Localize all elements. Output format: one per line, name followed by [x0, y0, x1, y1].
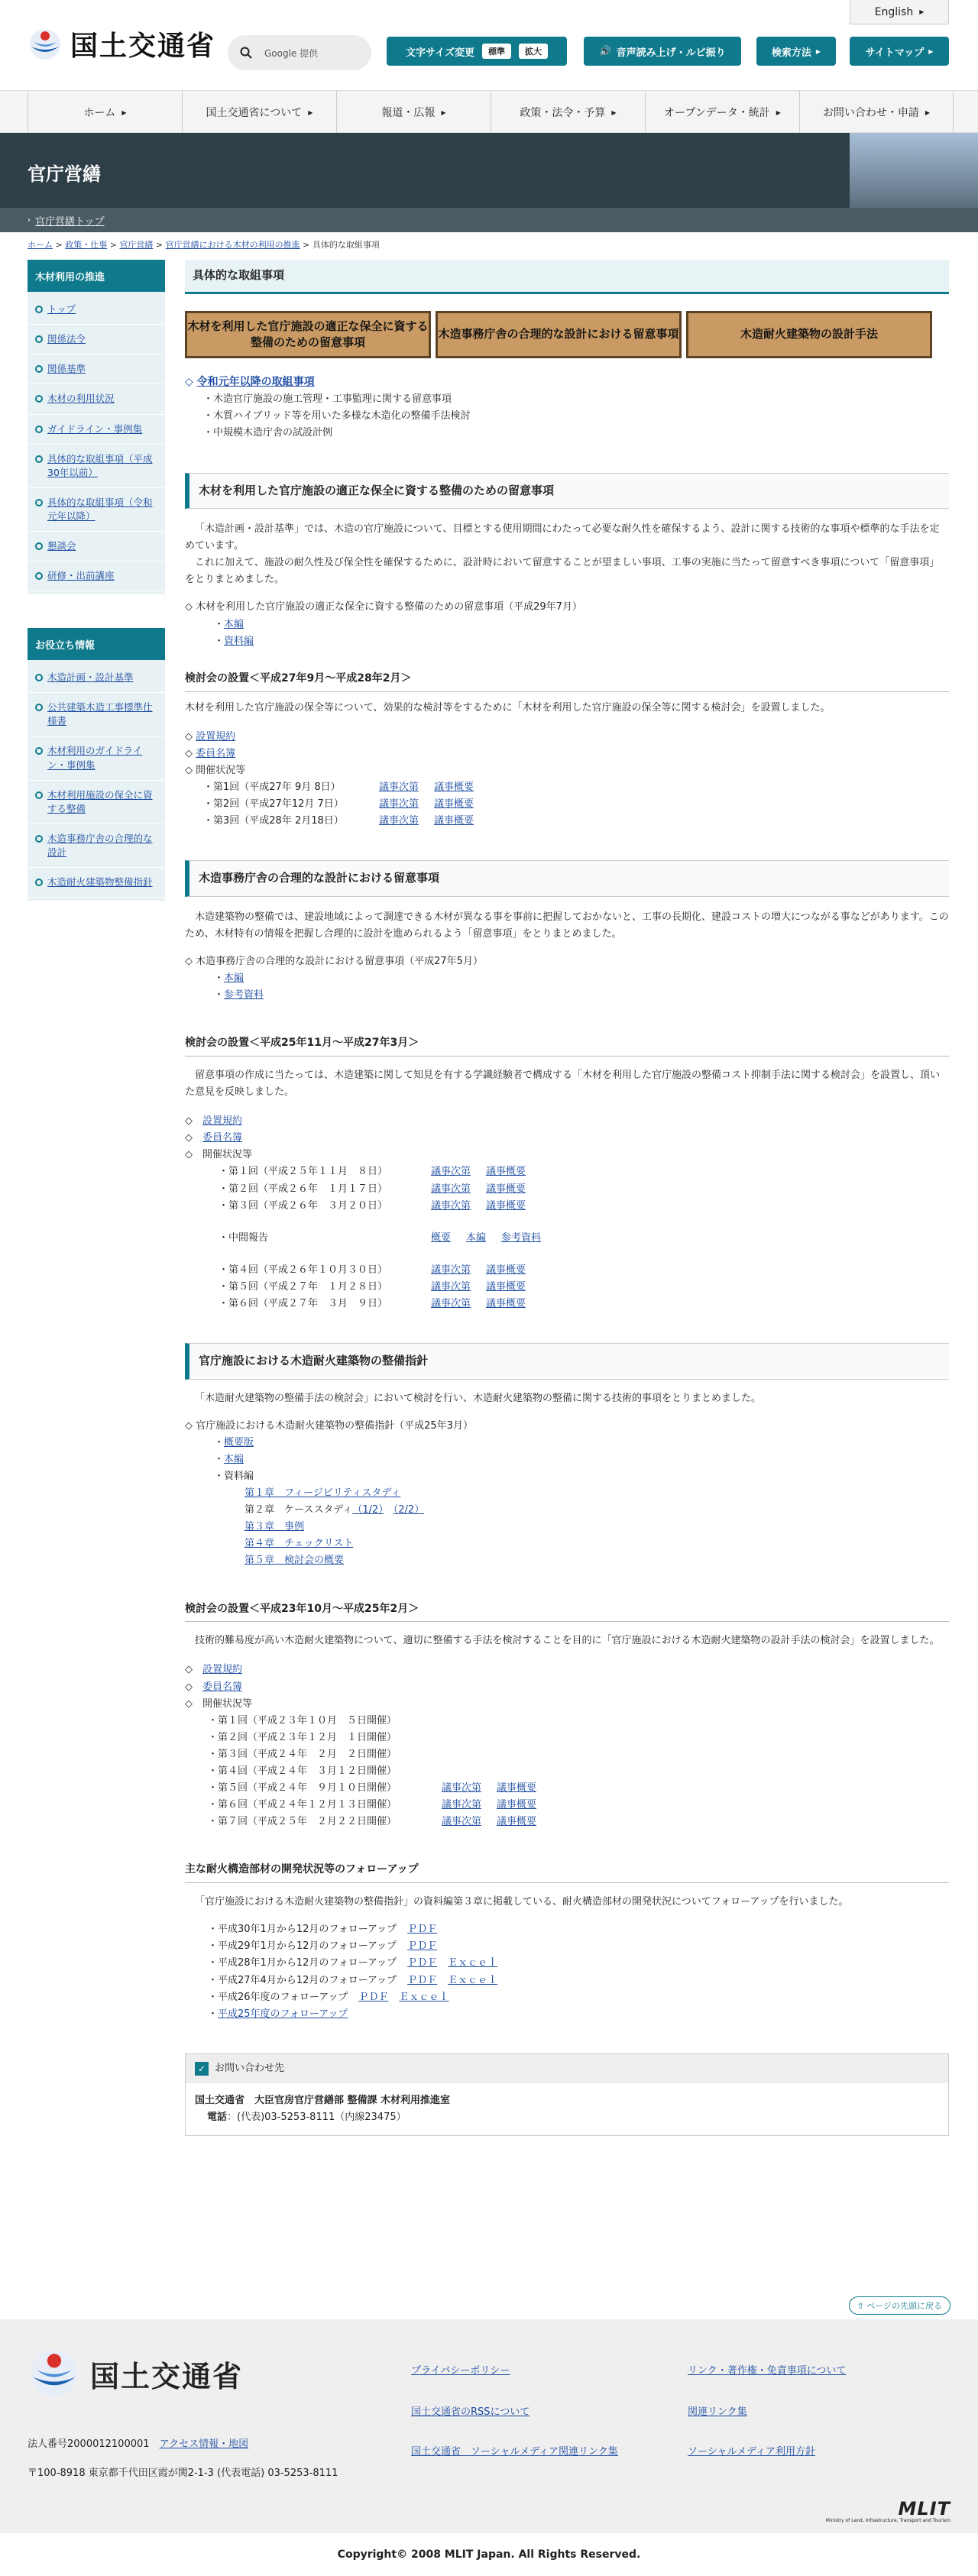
- list-item: ・木質ハイブリッド等を用いた多様な木造化の整備手法検討: [203, 410, 471, 422]
- subsection-heading: 検討会の設置＜平成27年9月～平成28年2月＞: [185, 670, 949, 692]
- sidebar-item[interactable]: [28, 781, 165, 824]
- agenda-link[interactable]: 議事次第: [379, 815, 419, 827]
- circle-bullet-icon: [35, 455, 43, 463]
- members-link[interactable]: 委員名簿: [196, 747, 236, 759]
- circle-bullet-icon: [35, 572, 43, 580]
- privacy-link[interactable]: プライバシーポリシー: [411, 2365, 510, 2377]
- gnav-label: お問い合わせ・申請: [822, 107, 919, 119]
- speaker-icon: 🔊: [599, 45, 612, 57]
- sidebar-link[interactable]: 関係法令: [47, 333, 86, 345]
- section-heading: 木材を利用した官庁施設の適正な保全に資する整備のための留意事項: [185, 473, 949, 510]
- paragraph: 「木造耐火建築物の整備手法の検討会」において検討を行い、木造耐火建築物の整備に関する技術的事項をとりまとめました。: [195, 1392, 762, 1404]
- interim-link[interactable]: 本編: [466, 1231, 487, 1244]
- shiryo-label: 資料編: [224, 1470, 254, 1482]
- gnav-home[interactable]: [28, 91, 182, 134]
- agenda-link[interactable]: 議事次第: [379, 798, 419, 810]
- english-link[interactable]: [850, 0, 949, 24]
- english-label: English: [874, 5, 914, 18]
- chapter-link[interactable]: 第１章 フィージビリティスタディ: [244, 1487, 401, 1500]
- related-links-link[interactable]: 関連リンク集: [688, 2406, 747, 2418]
- list-item: ・木造官庁施設の施工管理・工事監理に関する留意事項: [203, 393, 452, 406]
- chapter-link[interactable]: （2/2）: [393, 1504, 425, 1516]
- sidebar-item[interactable]: [28, 824, 165, 868]
- footer-logo[interactable]: [28, 2347, 243, 2400]
- meeting-label: ・第2回（平成27年12月 7日）: [203, 798, 344, 810]
- site-header: [0, 0, 978, 90]
- circle-bullet-icon: [35, 835, 43, 843]
- agenda-link[interactable]: 議事次第: [442, 1816, 482, 1828]
- followup-label: ・平成27年4月から12月のフォローアップ: [208, 1974, 397, 1986]
- paragraph: 留意事項の作成に当たっては、木造建築に関して知見を有する学識経験者で構成する「木材を利用した官庁施設の整備コスト抑制手法に関する検討会」を設置し、頂いた意見を反映しました。: [185, 1069, 941, 1099]
- building-photo: [850, 133, 978, 208]
- section-top-link[interactable]: 官庁営繕トップ: [35, 215, 105, 228]
- meeting-label: ・第3回（平成28年 2月18日）: [203, 815, 344, 827]
- meeting-row: [208, 1797, 949, 1814]
- gnav-label: 政策・法令・予算: [520, 107, 606, 119]
- page-title: 具体的な取組事項: [185, 260, 949, 294]
- sitemap-button[interactable]: [850, 37, 949, 66]
- chapter-link[interactable]: 第５章 検討会の概要: [244, 1555, 345, 1567]
- arrow-up-icon: ⇧: [857, 2301, 864, 2311]
- mlit-logo: [826, 2500, 950, 2523]
- agenda-link[interactable]: 議事次第: [431, 1166, 471, 1178]
- followup-row: [208, 1989, 949, 2006]
- summary-link[interactable]: 議事概要: [486, 1183, 526, 1195]
- circle-bullet-icon: [35, 791, 43, 799]
- back-to-top-label: ページの先頭に戻る: [866, 2301, 942, 2311]
- sidebar-title: 木材利用の推進: [28, 260, 165, 292]
- chapter-label: 第２章 ケーススタディ: [244, 1504, 353, 1516]
- list-item: ・中規模木造庁舎の試設計例: [203, 427, 333, 439]
- triangle-right-icon: ▶: [776, 108, 781, 116]
- copyright-link[interactable]: リンク・著作権・免責事項について: [688, 2365, 847, 2377]
- section-banner: [0, 133, 978, 208]
- font-size-control: [387, 37, 567, 66]
- triangle-right-icon: ▶: [121, 108, 127, 116]
- agenda-link[interactable]: 議事次第: [431, 1297, 471, 1309]
- gnav-press[interactable]: [336, 91, 491, 134]
- triangle-right-icon: ▶: [928, 47, 934, 55]
- meeting-row: [208, 1763, 949, 1780]
- subsection-heading: 主な耐火構造部材の開発状況等のフォローアップ: [185, 1861, 949, 1883]
- site-footer: [0, 2319, 978, 2533]
- meeting-row: [219, 1181, 949, 1198]
- doc-link[interactable]: 本編: [224, 1453, 244, 1465]
- document-title: ◇ 木材を利用した官庁施設の適正な保全に資する整備のための留意事項（平成29年7月）: [185, 601, 582, 613]
- pdf-link[interactable]: ＰＤＦ: [407, 1974, 438, 1986]
- pdf-link[interactable]: ＰＤＦ: [358, 1991, 389, 2003]
- guideline-maintenance-button[interactable]: 木材を利用した官庁施設の適正な保全に資する整備のための留意事項: [185, 311, 431, 358]
- breadcrumb-link[interactable]: 官庁営繕における木材の利用の推進: [165, 240, 300, 250]
- meeting-label: ・第４回（平成２４年 ３月１２日開催）: [208, 1765, 397, 1777]
- sidebar-item[interactable]: [28, 488, 165, 532]
- interim-link[interactable]: 参考資料: [501, 1231, 542, 1244]
- sidebar-item[interactable]: [28, 736, 165, 780]
- sidebar-item[interactable]: [28, 384, 165, 414]
- meeting-label: ・第４回（平成２６年１０月３０日）: [219, 1264, 388, 1276]
- excel-link[interactable]: Ｅｘｃｅｌ: [448, 1974, 498, 1986]
- site-logo[interactable]: [28, 24, 215, 63]
- sidebar-item[interactable]: [28, 532, 165, 561]
- meeting-row: [208, 1814, 949, 1830]
- sidebar-item[interactable]: [28, 663, 165, 693]
- sidebar-link[interactable]: トップ: [47, 303, 76, 315]
- summary-link[interactable]: 議事概要: [486, 1297, 526, 1309]
- sidebar-link[interactable]: 木造耐火建築物整備指針: [47, 876, 153, 888]
- sidebar-link[interactable]: 木造事務庁舎の合理的な設計: [47, 832, 153, 858]
- sidebar-wood: [28, 260, 165, 594]
- font-size-label: 文字サイズ変更: [406, 47, 474, 59]
- meeting-row: [219, 1198, 949, 1215]
- pdf-link[interactable]: ＰＤＦ: [407, 1924, 438, 1936]
- triangle-right-icon: ▶: [925, 108, 931, 116]
- mlit-subtitle: Ministry of Land, Infrastructure, Transport and Tourism: [825, 2518, 950, 2523]
- breadcrumb-link[interactable]: 官庁営繕: [119, 240, 154, 250]
- reiwa-link[interactable]: 令和元年以降の取組事項: [196, 375, 315, 388]
- agenda-link[interactable]: 議事次第: [431, 1183, 471, 1195]
- followup-link[interactable]: 平成25年度のフォローアップ: [218, 2008, 348, 2020]
- excel-link[interactable]: Ｅｘｃｅｌ: [399, 1991, 449, 2003]
- font-large-button[interactable]: 拡大: [519, 44, 548, 59]
- summary-link[interactable]: 議事概要: [434, 781, 474, 793]
- sidebar-item[interactable]: [28, 295, 165, 325]
- diamond-icon: ◇: [185, 375, 193, 388]
- search-method-button[interactable]: [756, 37, 836, 66]
- doc-link[interactable]: 資料編: [224, 635, 254, 647]
- agenda-link[interactable]: 議事次第: [379, 781, 419, 793]
- document-title: ◇ 官庁施設における木造耐火建築物の整備指針（平成25年3月）: [185, 1419, 473, 1432]
- meeting-label: ・第６回（平成２４年１２月１３日開催）: [208, 1799, 397, 1811]
- excel-link[interactable]: Ｅｘｃｅｌ: [448, 1957, 498, 1969]
- corp-number: 法人番号2000012100001: [28, 2438, 150, 2450]
- copyright: Copyright© 2008 MLIT Japan. All Rights Reserved.: [337, 2548, 641, 2561]
- subsection-heading: 検討会の設置＜平成23年10月～平成25年2月＞: [185, 1600, 949, 1623]
- sidebar-item[interactable]: [28, 415, 165, 445]
- circle-bullet-icon: [35, 499, 43, 506]
- chevron-right-icon: ›: [28, 215, 31, 225]
- corp-number-line: [28, 2435, 248, 2450]
- gnav-opendata[interactable]: [645, 91, 799, 134]
- meeting-row: [203, 779, 949, 796]
- sidebar-link[interactable]: ガイドライン・事例集: [47, 422, 143, 435]
- mlit-logo-icon: [28, 27, 63, 62]
- circle-bullet-icon: [35, 747, 43, 755]
- circle-bullet-icon: [35, 674, 43, 681]
- summary-link[interactable]: 議事概要: [497, 1816, 537, 1828]
- summary-link[interactable]: 議事概要: [486, 1166, 526, 1178]
- gnav-label: 国土交通省について: [206, 107, 303, 119]
- summary-link[interactable]: 議事概要: [497, 1782, 537, 1794]
- followup-row: [208, 1938, 949, 1955]
- circle-bullet-icon: [35, 426, 43, 433]
- triangle-right-icon: ▶: [611, 108, 617, 116]
- followup-row: [208, 1955, 949, 1972]
- chapter-link[interactable]: （1/2）: [352, 1504, 384, 1516]
- triangle-right-icon: ▶: [308, 108, 313, 116]
- sidebar-title: お役立ち情報: [28, 628, 165, 660]
- meeting-label: ・第５回（平成２４年 ９月１０日開催）: [208, 1782, 397, 1794]
- paragraph: 「官庁施設における木造耐火建築物の整備指針」の資料編第３章に掲載している、耐火構造部材の開発状況についてフォローアップを行いました。: [195, 1896, 849, 1908]
- voice-reading-button[interactable]: [584, 37, 741, 66]
- rss-link[interactable]: 国土交通省のRSSについて: [411, 2406, 530, 2418]
- sidebar-item[interactable]: [28, 693, 165, 736]
- rules-link[interactable]: 設置規約: [202, 1664, 243, 1676]
- search-icon: [240, 47, 252, 59]
- subsection-heading: 検討会の設置＜平成25年11月～平成27年3月＞: [185, 1034, 949, 1057]
- sidebar-link[interactable]: 木材利用のガイドライン・事例集: [47, 745, 143, 771]
- social-policy-link[interactable]: ソーシャルメディア利用方針: [688, 2446, 816, 2458]
- doc-link[interactable]: 本編: [224, 618, 244, 630]
- gnav-label: オープンデータ・統計: [664, 107, 770, 119]
- breadcrumb: ホーム > 政策・仕事 > 官庁営繕 > 官庁営繕における木材の利用の推進 > 具体的な取組事項: [28, 240, 380, 250]
- gnav-about[interactable]: [182, 91, 336, 134]
- fireproof-design-button[interactable]: 木造耐火建築物の設計手法: [686, 311, 932, 358]
- followup-label: ・平成26年度のフォローアップ: [208, 1991, 348, 2003]
- meeting-label: ・第２回（平成２３年１２月 １日開催）: [208, 1731, 397, 1743]
- sidebar-link[interactable]: 木材の利用状況: [47, 393, 115, 405]
- section-heading: 木造事務庁舎の合理的な設計における留意事項: [185, 860, 949, 897]
- breadcrumb-link[interactable]: ホーム: [28, 240, 53, 250]
- contact-tel-label: 電話: [207, 2111, 228, 2123]
- mlit-logo-icon: [28, 2347, 81, 2400]
- agenda-link[interactable]: 議事次第: [442, 1799, 482, 1811]
- doc-link[interactable]: 本編: [224, 972, 244, 984]
- doc-link[interactable]: 概要版: [224, 1436, 254, 1448]
- circle-bullet-icon: [35, 365, 43, 373]
- sidebar-item[interactable]: [28, 325, 165, 354]
- contact-box: [185, 2053, 949, 2136]
- footer-logo-text: 国土交通省: [90, 2359, 244, 2393]
- sidebar-item[interactable]: [28, 868, 165, 898]
- meeting-label: ・第７回（平成２５年 ２月２２日開催）: [208, 1816, 397, 1828]
- members-link[interactable]: 委員名簿: [202, 1132, 243, 1144]
- sidebar-item[interactable]: [28, 561, 165, 591]
- sidebar-link[interactable]: 懇談会: [47, 540, 76, 552]
- circle-bullet-icon: [35, 306, 43, 313]
- gnav-contact[interactable]: [799, 91, 954, 134]
- meeting-label: ・第1回（平成27年 9月 8日）: [203, 781, 341, 793]
- followup-label: ・平成30年1月から12月のフォローアップ: [208, 1924, 397, 1936]
- meeting-label: ・第３回（平成２６年 ３月２０日）: [219, 1199, 388, 1212]
- circle-bullet-icon: [35, 704, 43, 711]
- meeting-row: [203, 796, 949, 813]
- sitemap-label: サイトマップ: [865, 47, 925, 59]
- section-heading: 官庁施設における木造耐火建築物の整備指針: [185, 1343, 949, 1380]
- sidebar-item[interactable]: [28, 445, 165, 488]
- voice-reading-label: 音声読み上げ・ルビ振り: [616, 47, 726, 59]
- search-provider-label: Google 提供: [264, 47, 319, 59]
- sidebar-link[interactable]: 木材利用施設の保全に資する整備: [47, 788, 153, 814]
- interim-link[interactable]: 概要: [431, 1231, 452, 1244]
- summary-link[interactable]: 議事概要: [497, 1799, 537, 1811]
- access-link[interactable]: アクセス情報・地図: [159, 2438, 249, 2450]
- summary-link[interactable]: 議事概要: [486, 1280, 526, 1293]
- footer-address: 〒100-8918 東京都千代田区霞が関2-1-3 (代表電話) 03-5253-8111: [28, 2468, 338, 2479]
- interim-row: [219, 1230, 949, 1247]
- circle-bullet-icon: [35, 395, 43, 403]
- gnav-policy[interactable]: [491, 91, 645, 134]
- meeting-label: ・第２回（平成２６年 １月１７日）: [219, 1183, 388, 1195]
- meeting-row: [203, 813, 949, 830]
- interim-label: ・中間報告: [219, 1231, 269, 1244]
- agenda-link[interactable]: 議事次第: [431, 1280, 471, 1293]
- paragraph: これに加えて、施設の耐久性及び保全性を確保するために、設計時において留意することが望ましい事項、工事の実施に当たって留意すべき事項について「留意事項」をとりまとめました。: [185, 557, 940, 586]
- summary-link[interactable]: 議事概要: [434, 815, 474, 827]
- triangle-right-icon: ▶: [815, 47, 821, 55]
- main-content: 具体的な取組事項 木材を利用した官庁施設の適正な保全に資する整備のための留意事項 木造事務庁舎の合理的な設計における留意事項 木造耐火建築物の設計手法 ◇ 令和元年以降の取組事項 ・木造官庁施設の施工管理・工事監理に関する留意事項 ・木質ハイブリッド等を用いた多様な木造化の整備手法検討 ・中規模木造庁舎の試設計例 木材を利用した官庁施設の適正な保全に資する整備のための留意事項 「木造計画・設計基準」では、木造の官庁施設について、目標とする使用期間にわたって必要な耐久性を確保するよう、設計に関する技術的な事項や標準的な手法を定めています。 これに加えて、施設の耐久性及び保全性を確保するために、設計時において留意することが望ましい事項、工事の実施に当たって留意すべき事項について「留意事項」をとりまとめました。 ◇ 木材を利用した官庁施設の適正な保全に資する整備のための留意事項（平成29年7月） ・本編 ・資料編 検討会の設置＜平成27年9月～平成28年2月＞ 木材を利用した官庁施設の保全等について、効果的な検討等をするために「木材を利用した官庁施設の保全等に関する検討会」を設置しました。 ◇ 設置規約 ◇ 委員名簿 ◇ 開催状況等 ・第1回（平成27年 9月 8日） 議事次第 議事概要 ・第2回（平成27年12月 7日） 議事次第 議事概要 ・第3回（平成28年 2月18日） 議事次第 議事概要 木造事務庁舎の合理的な設計における留意事項 木造建築物の整備では、建設地域によって調達できる木材が異なる事を事前に把握しておかないと、工事の長期化、建設コストの増大につながる事などがあります。このため、木材特有の情報を把握し合理的に設計を進められるよう「留意事項」をとりまとめました。 ◇ 木造事務庁舎の合理的な設計における留意事項（平成27年5月） ・本編 ・参考資料 検討会の設置＜平成25年11月～平成27年3月＞ 留意事項の作成に当たっては、木造建築に関して知見を有する学識経験者で構成する「木材を利用した官庁施設の整備コスト抑制手法に関する検討会」を設置し、頂いた意見を反映しました。 ◇ 設置規約 ◇ 委員名簿 ◇ 開催状況等 ・第１回（平成２５年１１月 ８日） 議事次第 議事概要 ・第２回（平成２６年 １月１７日） 議事次第 議事概要 ・第３回（平成２６年 ３月２０日） 議事次第 議事概要 ・中間報告 概要 本編 参考資料 ・第４回（平成２６年１０月３０日） 議事次第 議事概要 ・第５回（平成２７年 １月２８日） 議事次第 議事概要 ・第６回（平成２７年 ３月 ９日） 議事次第 議事概要 官庁施設における木造耐火建築物の整備指針 「木造耐火建築物の整備手法の検討会」において検討を行い、木造耐火建築物の整備に関する技術的事項をとりまとめました。 ◇ 官庁施設における木造耐火建築物の整備指針（平成25年3月） ・概要版 ・本編 ・資料編 第１章 フィージビリティスタディ 第２章 ケーススタディ（1/2） （2/2） 第３章 事例 第４章 チェックリスト 第５章 検討会の概要 検討会の設置＜平成23年10月～平成25年2月＞ 技術的難易度が高い木造耐火建築物について、適切に整備する手法を検討することを目的に「官庁施設における木造耐火建築物の設計手法の検討会」を設置しました。 ◇ 設置規約 ◇ 委員名簿 ◇ 開催状況等 ・第１回（平成２３年１０月 ５日開催） ・第２回（平成２３年１２月 １日開催） ・第３回（平成２４年 ２月 ２日開催） ・第４回（平成２４年 ３月１２日開催） ・第５回（平成２４年 ９月１０日開催） 議事次第 議事概要 ・第６回（平成２４年１２月１３日開催） 議事次第 議事概要 ・第７回（平成２５年 ２月２２日開催） 議事次第 議事概要 主な耐火構造部材の開発状況等のフォローアップ 「官庁施設における木造耐火建築物の整備指針」の資料編第３章に掲載している、耐火構造部材の開発状況についてフォローアップを行いました。 ・平成30年1月から12月のフォローアップ ＰＤＦ ・平成29年1月から12月のフォローアップ ＰＤＦ ・平成28年1月から12月のフォローアップ ＰＤＦ Ｅｘｃｅｌ ・平成27年4月から12月のフォローアップ ＰＤＦ Ｅｘｃｅｌ ・平成26年度のフォローアップ ＰＤＦ Ｅｘｃｅｌ ・平成25年度のフォローアップ ✓ お問い合わせ先 国土交通省 大臣官房官庁営繕部 整備課 木材利用推進室 電話：(代表)03-5253-8111（内線23475）: [185, 260, 949, 2136]
- agenda-link[interactable]: 議事次第: [431, 1264, 471, 1276]
- gnav-label: 報道・広報: [381, 107, 436, 119]
- paragraph: 木材を利用した官庁施設の保全等について、効果的な検討等をするために「木材を利用した官庁施設の保全等に関する検討会」を設置しました。: [185, 701, 831, 714]
- paragraph: 木造建築物の整備では、建設地域によって調達できる木材が異なる事を事前に把握しておかないと、工事の長期化、建設コストの増大につながる事などがあります。このため、木材特有の情報を把握し合理的に設計を進められるよう「留意事項」をとりまとめました。: [185, 911, 949, 940]
- search-method-label: 検索方法: [771, 47, 811, 59]
- meeting-label: ・第５回（平成２７年 １月２８日）: [219, 1280, 388, 1293]
- paragraph: 技術的難易度が高い木造耐火建築物について、適切に整備する手法を検討することを目的に「官庁施設における木造耐火建築物の設計手法の検討会」を設置しました。: [195, 1635, 940, 1647]
- sidebar-item[interactable]: [28, 354, 165, 384]
- sidebar-link[interactable]: 木造計画・設計基準: [47, 672, 134, 683]
- meeting-label: ・第１回（平成２３年１０月 ５日開催）: [208, 1714, 397, 1727]
- triangle-right-icon: ▶: [441, 108, 446, 116]
- social-links-link[interactable]: 国土交通省 ソーシャルメディア関連リンク集: [411, 2446, 618, 2458]
- sidebar-useful: [28, 628, 165, 901]
- global-nav: [0, 90, 978, 133]
- summary-link[interactable]: 議事概要: [434, 798, 474, 810]
- back-to-top-button[interactable]: [849, 2296, 951, 2315]
- sidebar-link[interactable]: 具体的な取組事項（平成30年以前）: [47, 452, 153, 478]
- document-title: ◇ 木造事務庁舎の合理的な設計における留意事項（平成27年5月）: [185, 955, 483, 967]
- followup-row: [208, 1921, 949, 1938]
- sidebar-link[interactable]: 関係基準: [47, 363, 86, 375]
- chapter-link[interactable]: 第４章 チェックリスト: [244, 1538, 354, 1550]
- meeting-row: [219, 1262, 949, 1279]
- rules-link[interactable]: 設置規約: [196, 730, 236, 743]
- search-box[interactable]: [228, 35, 371, 70]
- circle-bullet-icon: [35, 542, 43, 550]
- office-design-button[interactable]: 木造事務庁舎の合理的な設計における留意事項: [436, 311, 682, 358]
- meeting-row: [219, 1163, 949, 1180]
- sidebar-link[interactable]: 研修・出前講座: [47, 570, 115, 582]
- font-standard-button[interactable]: 標準: [482, 44, 511, 59]
- sidebar-link[interactable]: 公共建築木造工事標準仕様書: [47, 701, 153, 727]
- section-title: 官庁営繕: [28, 163, 101, 185]
- meeting-row: [208, 1780, 949, 1797]
- meeting-row: [219, 1296, 949, 1312]
- sidebar-link[interactable]: 具体的な取組事項（令和元年以降）: [47, 496, 153, 522]
- contact-tel: ：(代表)03-5253-8111（内線23475）: [227, 2111, 406, 2123]
- circle-bullet-icon: [35, 335, 43, 343]
- status-label: 開催状況等: [202, 1149, 253, 1161]
- summary-link[interactable]: 議事概要: [486, 1199, 526, 1212]
- agenda-link[interactable]: 議事次第: [431, 1199, 471, 1212]
- status-label: 開催状況等: [202, 1697, 253, 1710]
- breadcrumb-current: 具体的な取組事項: [312, 240, 380, 250]
- paragraph: 「木造計画・設計基準」では、木造の官庁施設について、目標とする使用期間にわたって必要な耐久性を確保するよう、設計に関する技術的な事項や標準的な手法を定めています。: [185, 523, 940, 552]
- breadcrumb-link[interactable]: 政策・仕事: [65, 240, 108, 250]
- status-label: 開催状況等: [196, 764, 246, 776]
- doc-link[interactable]: 参考資料: [224, 989, 264, 1002]
- rules-link[interactable]: 設置規約: [202, 1115, 243, 1128]
- check-icon: ✓: [195, 2062, 209, 2076]
- meeting-row: [219, 1279, 949, 1296]
- meeting-row: [208, 1746, 949, 1763]
- logo-text: 国土交通省: [70, 31, 216, 62]
- chapter-link[interactable]: 第３章 事例: [244, 1521, 305, 1533]
- triangle-right-icon: ▶: [919, 8, 925, 15]
- meeting-label: ・第１回（平成２５年１１月 ８日）: [219, 1166, 388, 1178]
- meeting-label: ・第６回（平成２７年 ３月 ９日）: [219, 1297, 388, 1309]
- followup-label: ・平成28年1月から12月のフォローアップ: [208, 1957, 397, 1969]
- pdf-link[interactable]: ＰＤＦ: [407, 1957, 438, 1969]
- members-link[interactable]: 委員名簿: [202, 1681, 243, 1693]
- meeting-row: [208, 1730, 949, 1746]
- contact-org: 国土交通省 大臣官房官庁営繕部 整備課 木材利用推進室: [195, 2094, 451, 2106]
- followup-label: ・平成29年1月から12月のフォローアップ: [208, 1940, 397, 1953]
- mlit-wordmark: MLIT: [898, 2498, 950, 2519]
- meeting-row: [208, 1713, 949, 1730]
- gnav-label: ホーム: [83, 107, 116, 119]
- meeting-label: ・第３回（平成２４年 ２月 ２日開催）: [208, 1748, 397, 1760]
- section-subnav: [0, 208, 978, 232]
- summary-link[interactable]: 議事概要: [486, 1264, 526, 1276]
- contact-heading: お問い合わせ先: [215, 2062, 285, 2074]
- pdf-link[interactable]: ＰＤＦ: [407, 1940, 438, 1953]
- agenda-link[interactable]: 議事次第: [442, 1782, 482, 1794]
- circle-bullet-icon: [35, 879, 43, 886]
- followup-row: [208, 1972, 949, 1989]
